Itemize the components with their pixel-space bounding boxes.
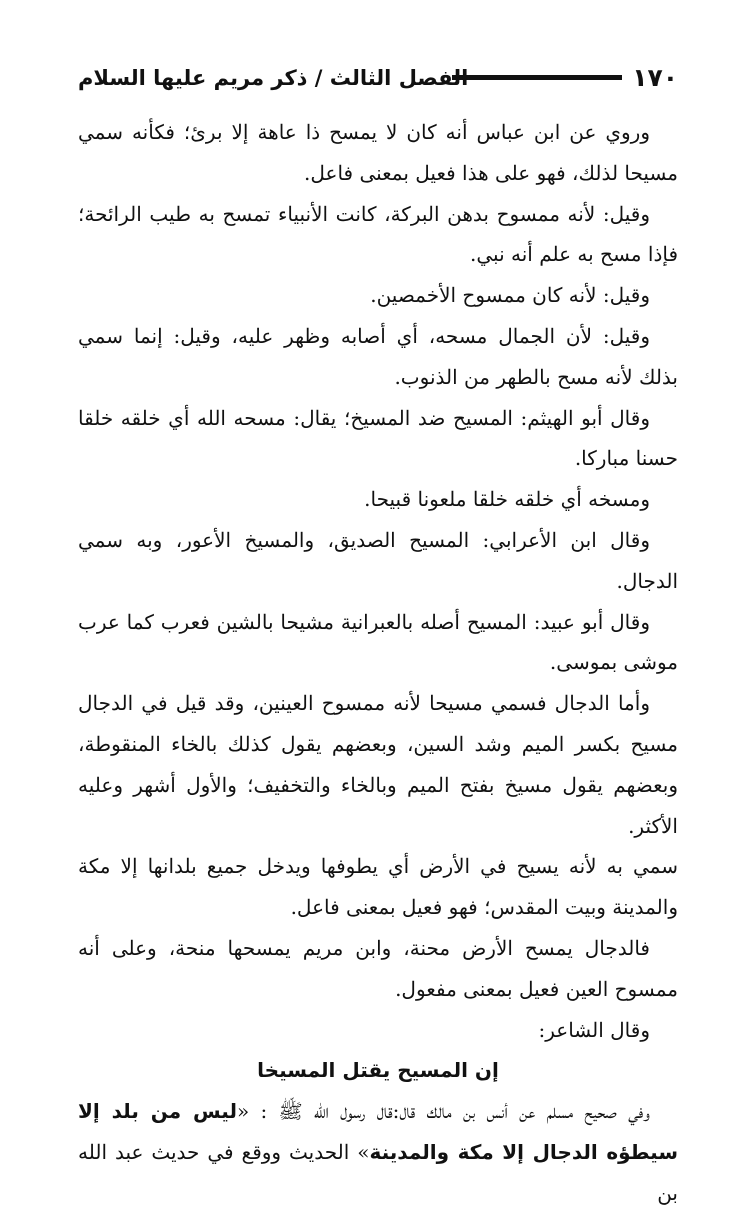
paragraph-maskh: ومسخه أي خلقه خلقا ملعونا قبيحا. [364,487,650,512]
paragraph-akhmasayn: وقيل: لأنه كان ممسوح الأخمصين. [370,283,650,308]
paragraph-dajjal-naming: وأما الدجال فسمي مسيحا لأنه ممسوح العينين، وقد قيل في الدجال مسيح بكسر الميم وشد السين، وبعضهم يقول كذلك بالخاء المنقوطة، وبعضهم يقول مسيخ بفتح الميم وبالخاء والتخفيف؛ والأول أشهر وعليه الأكثر. [78,691,678,838]
paragraph-ibn-abbas: وروي عن ابن عباس أنه كان لا يمسح ذا عاهة إلا برئ؛ فكأنه سمي مسيحا لذلك، فهو على هذا فعيل بمعنى فاعل. [78,120,678,185]
paragraph-dajjal-mihna: فالدجال يمسح الأرض محنة، وابن مريم يمسحها منحة، وعلى أنه ممسوح العين فعيل بمعنى مفعول. [78,935,678,1001]
paragraph-anointed-oil: وقيل: لأنه ممسوح بدهن البركة، كانت الأنبياء تمسح به طيب الرائحة؛ فإذا مسح به علم أنه نبي. [78,201,678,267]
paragraph-dajjal-travels: سمي به لأنه يسيح في الأرض أي يطوفها ويدخل جميع بلدانها إلا مكة والمدينة وبيت المقدس؛ فهو فعيل بمعنى فاعل. [78,854,678,920]
paragraph-poet-intro: وقال الشاعر: [538,1017,650,1042]
page-number: ١٧٠ [632,63,678,92]
header-rule [452,75,622,80]
body-text [78,112,678,1214]
paragraph-sahih-muslim [78,1091,678,1213]
paragraph-beauty: وقيل: لأن الجمال مسحه، أي أصابه وظهر عليه، وقيل: إنما سمي بذلك لأنه مسح بالطهر من الذنوب. [78,323,678,389]
paragraph-abu-ubayd: وقال أبو عبيد: المسيح أصله بالعبرانية مشيحا بالشين فعرب كما عرب موشى بموسى. [78,609,678,675]
hadith-intro: وفي صحيح مسلم عن أنس بن مالك قال:قال رسول الله ﷺ : « [236,1099,650,1124]
hadith-outro: » الحديث ووقع في حديث عبد الله بن [78,1139,678,1205]
paragraph-ibn-arabi: وقال ابن الأعرابي: المسيح الصديق، والمسيخ الأعور، وبه سمي الدجال. [78,527,678,593]
chapter-title: الفصل الثالث / ذكر مريم عليها السلام [78,66,469,90]
hadith-quote: ليس من بلد إلا سيطؤه الدجال إلا مكة والمدينة [78,1099,678,1164]
poem-verse: إن المسيح يقتل المسيخا [257,1058,499,1083]
paragraph-abu-haytham: وقال أبو الهيثم: المسيح ضد المسيخ؛ يقال: مسحه الله أي خلقه خلقا حسنا مباركا. [78,405,678,471]
page-header [78,64,678,96]
